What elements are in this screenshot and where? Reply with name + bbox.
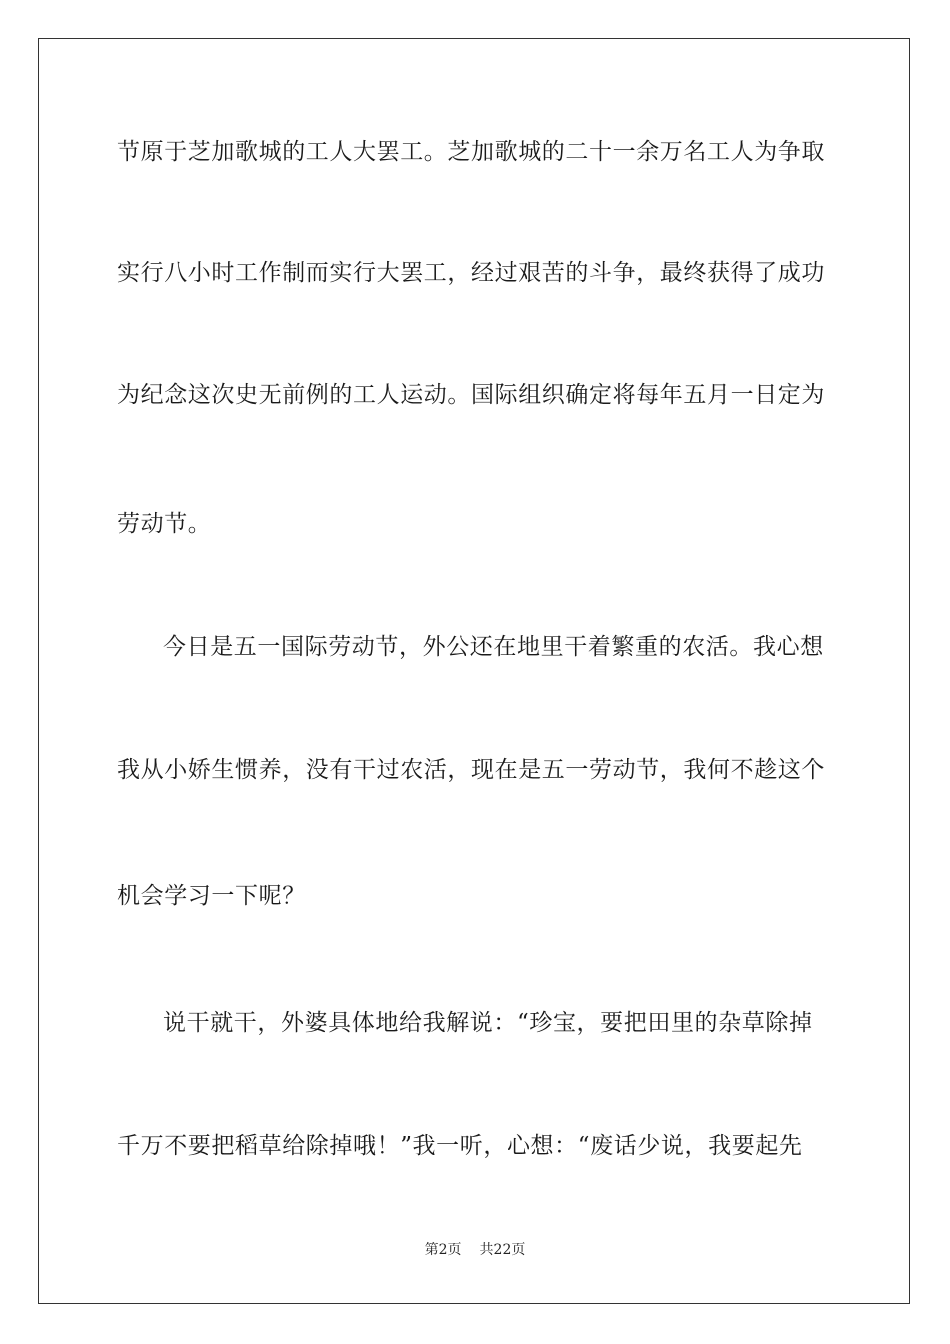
page-footer xyxy=(0,1241,950,1259)
text-line-8: 说干就干，外婆具体地给我解说：“珍宝，要把田里的杂草除掉 xyxy=(163,1010,813,1036)
text-line-1: 节原于芝加歌城的工人大罢工。芝加歌城的二十一余万名工人为争取 xyxy=(117,139,825,165)
text-line-9: 千万不要把稻草给除掉哦！”我一听，心想：“废话少说，我要起先 xyxy=(117,1133,803,1159)
page-number: 第2页 xyxy=(424,1242,462,1258)
text-line-7: 机会学习一下呢？ xyxy=(117,883,306,909)
text-line-5: 今日是五一国际劳动节，外公还在地里干着繁重的农活。我心想 xyxy=(163,634,824,660)
page-total: 共22页 xyxy=(479,1242,526,1258)
text-line-3: 为纪念这次史无前例的工人运动。国际组织确定将每年五月一日定为 xyxy=(117,382,825,408)
page-border xyxy=(38,38,910,1304)
text-line-4: 劳动节。 xyxy=(117,511,212,537)
text-line-2: 实行八小时工作制而实行大罢工，经过艰苦的斗争，最终获得了成功 xyxy=(117,260,825,286)
text-line-6: 我从小娇生惯养，没有干过农活，现在是五一劳动节，我何不趁这个 xyxy=(117,757,825,783)
